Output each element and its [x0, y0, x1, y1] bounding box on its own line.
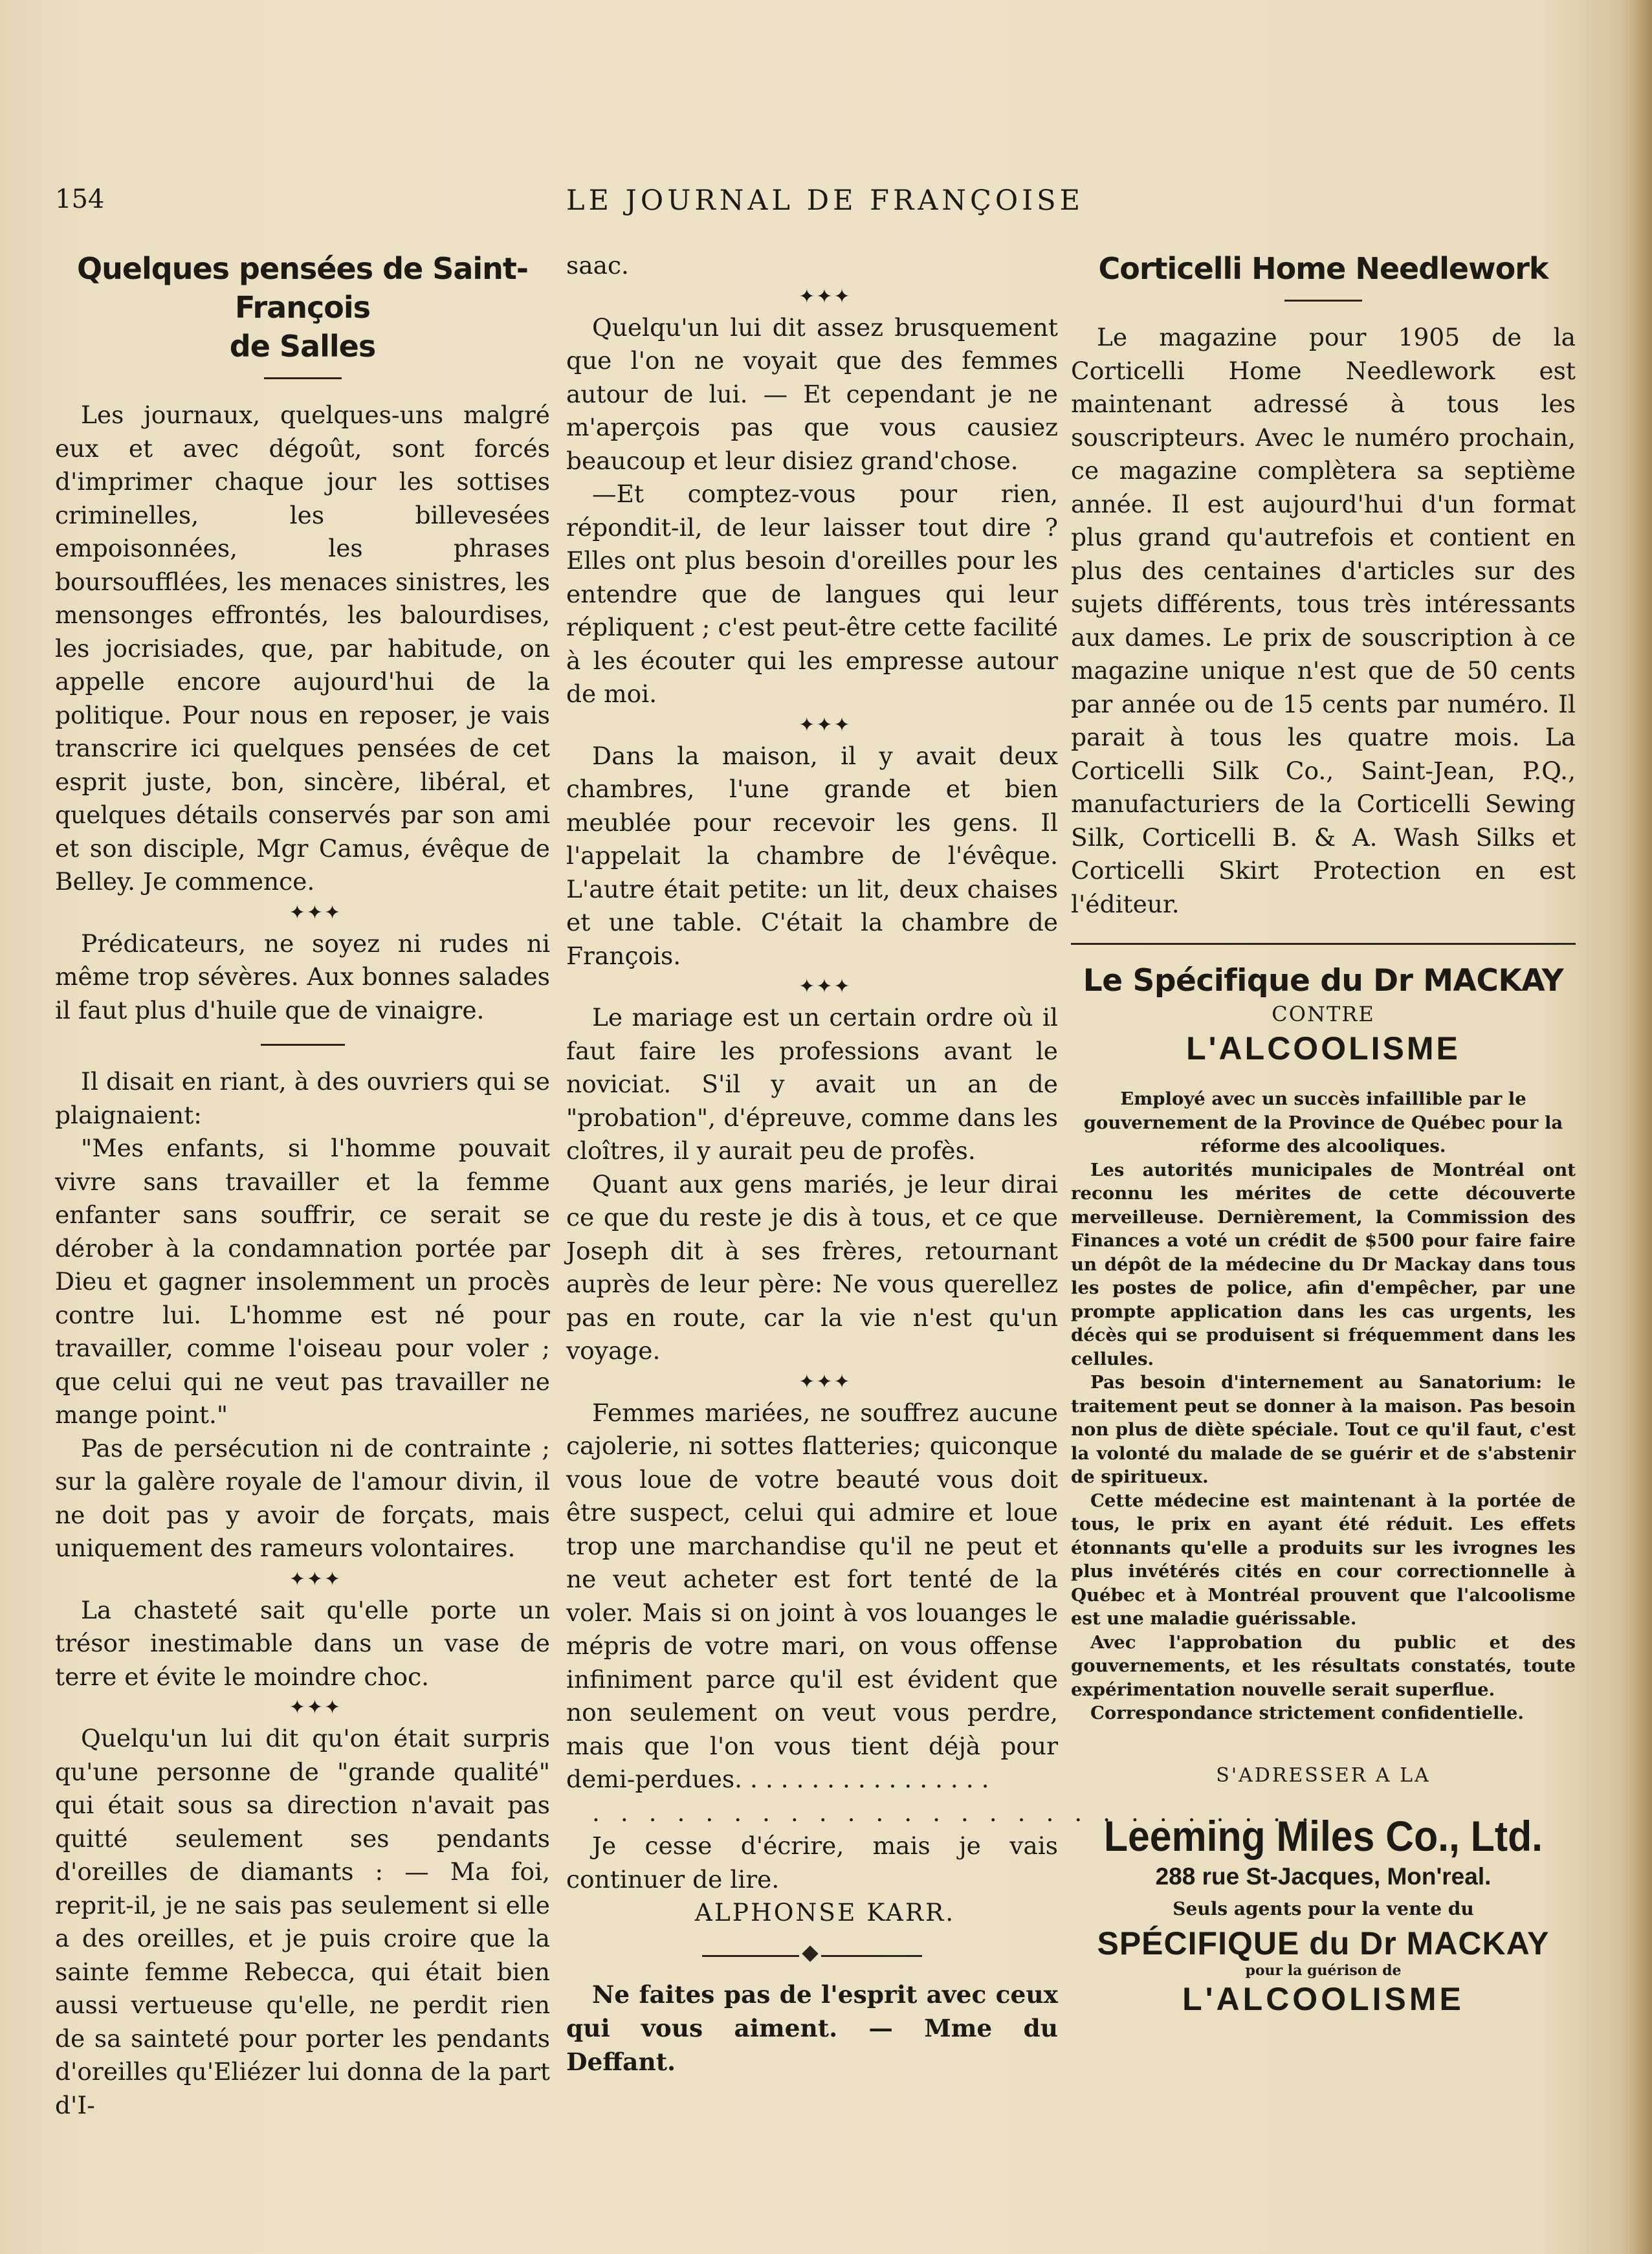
- ornament: ✦✦✦: [798, 713, 852, 736]
- divider-line-right: [821, 1955, 922, 1957]
- ad-street: 288 rue St-Jacques, Mon'real.: [1155, 1863, 1492, 1890]
- paragraph: —Et comptez-vous pour rien, répondit-il, de leur laisser tout dire ? Elles ont plus besoin d'oreilles pour les entendre que de langues qui leur répliquent ; c'est peut-être cette facilité à les écouter qui les empresse autour de moi.: [566, 480, 1058, 708]
- ad-paragraph: Correspondance strictement confidentielle.: [1090, 1703, 1524, 1723]
- paragraph: Femmes mariées, ne souffrez aucune cajolerie, ni sottes flatteries; quiconque vous loue de votre beauté vous doit être suspect, celui qui admire et loue trop une marchandise qu'il ne peut et ne veut acheter est fort tenté de la voler. Mais si on joint à vos louanges le mépris de votre mari, on vous offense infiniment parce qu'il est évident que non seulement on veut vous perdre, mais que l'on vous tient déjà pour demi-perdues. . . . . . . . . . . . . . . . .: [566, 1398, 1058, 1793]
- paragraph: Quant aux gens mariés, je leur dirai ce que du reste je dis à tous, et ce que Joseph dit à ses frères, retournant auprès de leur père: Ne vous querellez pas en route, car la vie n'est qu'un voyage.: [566, 1169, 1058, 1365]
- article-title-francois: [55, 249, 550, 366]
- ad-paragraph: Cette médecine est maintenant à la portée de tous, le prix en ayant été réduit. Les effets étonnants qu'elle a produits sur les ivrognes les plus invétérés cités en cour correctionnelle à Québec et à Montréal prouvent que l'alcoolisme est une maladie guérissable.: [1071, 1490, 1576, 1629]
- running-title: LE JOURNAL DE FRANÇOISE: [566, 184, 1085, 217]
- divider-line-left: [702, 1955, 799, 1957]
- paragraph: Le mariage est un certain ordre où il faut faire les professions avant le noviciat. S'il y avait un an de "probation", d'épreuve, comme dans les cloîtres, il y aurait peu de profès.: [566, 1003, 1058, 1165]
- paragraph: La chasteté sait qu'elle porte un trésor inestimable dans un vase de terre et évite le moindre choc.: [55, 1595, 550, 1691]
- paragraph: Il disait en riant, à des ouvriers qui se plaignaient:: [55, 1067, 550, 1129]
- ad-paragraph: Pas besoin d'internement au Sanatorium: le traitement peut se donner à la maison. Pas besoin non plus de diète spéciale. Tout ce qu'il faut, c'est la volonté du malade de se guérir et de s'abstenir de spiritueux.: [1071, 1372, 1576, 1487]
- dot-leader: . . . . . . . . . . . . . . . . . . . . . . . . . .: [592, 1798, 1316, 1827]
- divider-diamond: [802, 1945, 818, 1961]
- paragraph: Quelqu'un lui dit assez brusquement que l'on ne voyait que des femmes autour de lui. — Et cependant je ne m'aperçois pas que vous causiez beaucoup et leur disiez grand'chose.: [566, 313, 1058, 475]
- ad-address-label: S'ADRESSER A LA: [1216, 1763, 1431, 1787]
- ad-body: [1071, 1087, 1576, 1725]
- page-edge-shadow: [1630, 0, 1652, 2254]
- ad-paragraph: Les autorités municipales de Montréal ont reconnu les mérites de cette découverte merveilleuse. Dernièrement, la Commission des Finances a voté un crédit de $500 pour faire faire un dépôt de la médecine du Dr Mackay dans tous les postes de police, afin d'empêcher, par une prompte application dans les cas urgents, les décès qui se produisent si fréquemment dans les cellules.: [1071, 1159, 1576, 1369]
- paragraph: Prédicateurs, ne soyez ni rudes ni même trop sévères. Aux bonnes salades il faut plus d'huile que de vinaigre.: [55, 929, 550, 1024]
- title-rule: [1284, 300, 1362, 302]
- ornament: ✦✦✦: [289, 1567, 342, 1591]
- ad-pour: pour la guérison de: [1245, 1962, 1402, 1979]
- closing-quote: Ne faites pas de l'esprit avec ceux qui vous aiment. — Mme du Deffant.: [566, 1980, 1058, 2076]
- ad-specifique: SPÉCIFIQUE du Dr MACKAY: [1097, 1925, 1550, 1961]
- paragraph: "Mes enfants, si l'homme pouvait vivre sans travailler et la femme enfanter sans souffrir, ce serait se dérober à la condamnation portée par Dieu et gagner insolemment un procès contre lui. L'homme est né pour travailler, comme l'oiseau pour voler ; que celui qui ne veut pas travailler ne mange point.": [55, 1134, 550, 1429]
- ad-alcoolisme-footer: L'ALCOOLISME: [1182, 1981, 1464, 2017]
- paragraph: Quelqu'un lui dit qu'on était surpris qu'une personne de "grande qualité" qui était sous sa direction n'avait pas quitté seulement ses pendants d'oreilles de diamants : — Ma foi, reprit-il, je ne sais pas seulement si elle a des oreilles, et je puis croire que la sainte femme Rebecca, qui était bien aussi vertueuse qu'elle, ne perdit rien de sa sainteté pour porter les pendants d'oreilles qu'Eliézer lui donna de la part d'I-: [55, 1724, 550, 2119]
- advertisement-mackay: [1071, 962, 1576, 2018]
- page-header: [55, 184, 1595, 223]
- article-title-corticelli: Corticelli Home Needlework: [1098, 251, 1548, 286]
- signature: ALPHONSE KARR.: [694, 1898, 956, 1927]
- ornament: ✦✦✦: [289, 1696, 342, 1719]
- paragraph: Pas de persécution ni de contrainte ; sur la galère royale de l'amour divin, il ne doit pas y avoir de forçats, mais uniquement des rameurs volontaires.: [55, 1433, 550, 1562]
- column-3: [1071, 249, 1576, 2018]
- article-title-line-1: Quelques pensées de Saint-François: [76, 251, 529, 325]
- page-number: 154: [55, 184, 105, 214]
- article-title-line-2: de Salles: [229, 329, 376, 364]
- ornament: ✦✦✦: [798, 1370, 852, 1393]
- ad-alcoolisme: L'ALCOOLISME: [1186, 1030, 1460, 1066]
- diamond-divider: [702, 1943, 922, 1969]
- paragraph: Dans la maison, il y avait deux chambres, l'une grande et bien meublée pour recevoir les gens. Il l'appelait la chambre de l'évêque. L'autre était petite: un lit, deux chaises et une table. C'était la chambre de François.: [566, 741, 1058, 970]
- ad-title: Le Spécifique du Dr MACKAY: [1083, 963, 1564, 999]
- ad-agents: Seuls agents pour la vente du: [1173, 1898, 1474, 1919]
- column-1: [55, 249, 550, 2122]
- title-rule: [264, 377, 342, 379]
- ad-paragraph: Avec l'approbation du public et des gouvernements, et les résultats constatés, toute expérimentation nouvelle serait superflue.: [1071, 1631, 1576, 1700]
- ornament: ✦✦✦: [289, 901, 342, 924]
- paragraph: Le magazine pour 1905 de la Corticelli Home Needlework est maintenant adressé à tous les souscripteurs. Avec le numéro prochain, ce magazine complètera sa septième année. Il est aujourd'hui d'un format plus grand qu'autrefois et contient en plus des centaines d'articles sur des sujets différents, tous très intéressants aux dames. Le prix de souscription à ce magazine unique n'est que de 50 cents par année ou de 15 cents par numéro. Il parait à tous les quatre mois. La Corticelli Silk Co., Saint-Jean, P.Q., manufacturiers de la Corticelli Sewing Silk, Corticelli B. & A. Wash Silks et Corticelli Skirt Protection en est l'éditeur.: [1071, 323, 1576, 918]
- paragraph: Je cesse d'écrire, mais je vais continuer de lire.: [566, 1831, 1058, 1894]
- paragraph: saac.: [566, 251, 629, 280]
- paragraph: Les journaux, quelques-uns malgré eux et avec dégoût, sont forcés d'imprimer chaque jour les sottises criminelles, les billevesées empoisonnées, les phrases boursoufflées, les menaces sinistres, les mensonges effrontés, les balourdises, les jocrisiades, que, par habitude, on appelle encore aujourd'hui de la politique. Pour nous en reposer, je vais transcrire ici quelques pensées de cet esprit juste, bon, sincère, libéral, et quelques détails conservés par son ami et son disciple, Mgr Camus, évêque de Belley. Je commence.: [55, 401, 550, 896]
- ad-company: Leeming Miles Co., Ltd.: [1103, 1812, 1543, 1860]
- ad-paragraph: Employé avec un succès infaillible par le gouvernement de la Province de Québec pour la réforme des alcooliques.: [1083, 1088, 1563, 1156]
- section-rule: [261, 1044, 345, 1046]
- ad-contre: CONTRE: [1272, 1002, 1375, 1026]
- section-divider: [1071, 943, 1576, 945]
- ornament: ✦✦✦: [798, 975, 852, 998]
- ornament: ✦✦✦: [798, 285, 852, 308]
